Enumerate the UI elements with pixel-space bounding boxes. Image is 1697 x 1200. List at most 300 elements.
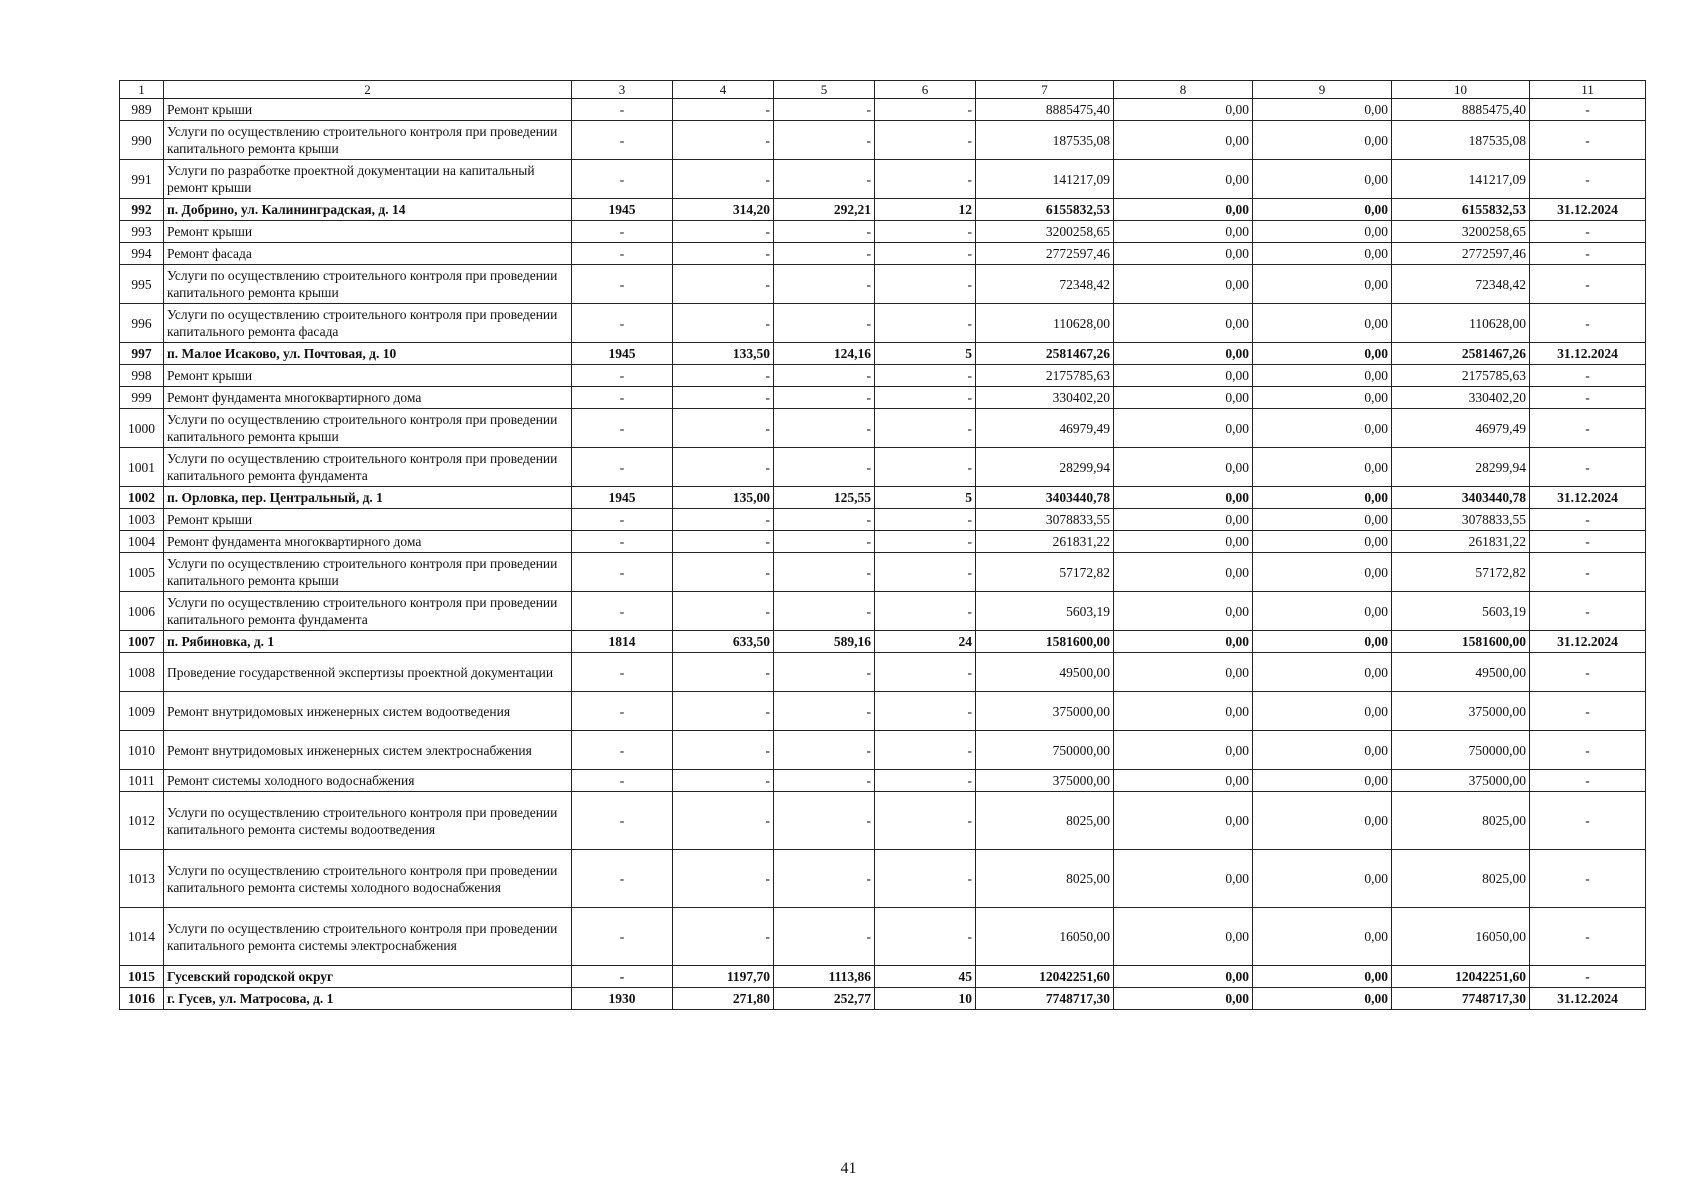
row-number-cell: 989 bbox=[120, 99, 164, 121]
owner-funds-cell: 2175785,63 bbox=[1392, 365, 1530, 387]
year-built-cell: - bbox=[572, 387, 673, 409]
owner-funds-cell: 57172,82 bbox=[1392, 553, 1530, 592]
table-row bbox=[120, 988, 1646, 1010]
table-row bbox=[120, 265, 1646, 304]
row-number-cell: 1008 bbox=[120, 653, 164, 692]
total-area-cell: 135,00 bbox=[673, 487, 774, 509]
federal-funds-cell: 0,00 bbox=[1114, 304, 1253, 343]
table-row bbox=[120, 121, 1646, 160]
owner-funds-cell: 72348,42 bbox=[1392, 265, 1530, 304]
row-number-cell: 1005 bbox=[120, 553, 164, 592]
column-header: 8 bbox=[1114, 81, 1253, 99]
total-area-cell: - bbox=[673, 792, 774, 850]
work-description-cell: Услуги по осуществлению строительного контроля при проведении капитального ремонта системы холодного водоснабжения bbox=[164, 850, 572, 908]
regional-funds-cell: 0,00 bbox=[1253, 487, 1392, 509]
work-description-cell: Услуги по осуществлению строительного контроля при проведении капитального ремонта системы водоотведения bbox=[164, 792, 572, 850]
total-area-cell: - bbox=[673, 265, 774, 304]
federal-funds-cell: 0,00 bbox=[1114, 121, 1253, 160]
work-description-cell: Ремонт системы холодного водоснабжения bbox=[164, 770, 572, 792]
column-header: 4 bbox=[673, 81, 774, 99]
regional-funds-cell: 0,00 bbox=[1253, 448, 1392, 487]
year-built-cell: - bbox=[572, 692, 673, 731]
work-description-cell: Услуги по осуществлению строительного контроля при проведении капитального ремонта крыши bbox=[164, 409, 572, 448]
total-area-cell: - bbox=[673, 304, 774, 343]
residents-count-cell: - bbox=[875, 792, 976, 850]
regional-funds-cell: 0,00 bbox=[1253, 160, 1392, 199]
living-area-cell: - bbox=[774, 365, 875, 387]
table-row bbox=[120, 221, 1646, 243]
header-row bbox=[120, 81, 1646, 99]
regional-funds-cell: 0,00 bbox=[1253, 199, 1392, 221]
column-header: 11 bbox=[1530, 81, 1646, 99]
table-row bbox=[120, 304, 1646, 343]
year-built-cell: - bbox=[572, 592, 673, 631]
total-cost-cell: 375000,00 bbox=[976, 692, 1114, 731]
total-area-cell: - bbox=[673, 531, 774, 553]
year-built-cell: - bbox=[572, 365, 673, 387]
completion-date-cell: 31.12.2024 bbox=[1530, 988, 1646, 1010]
regional-funds-cell: 0,00 bbox=[1253, 653, 1392, 692]
federal-funds-cell: 0,00 bbox=[1114, 850, 1253, 908]
owner-funds-cell: 110628,00 bbox=[1392, 304, 1530, 343]
total-cost-cell: 3200258,65 bbox=[976, 221, 1114, 243]
year-built-cell: - bbox=[572, 850, 673, 908]
living-area-cell: - bbox=[774, 731, 875, 770]
completion-date-cell: - bbox=[1530, 509, 1646, 531]
total-area-cell: 633,50 bbox=[673, 631, 774, 653]
row-number-cell: 1014 bbox=[120, 908, 164, 966]
federal-funds-cell: 0,00 bbox=[1114, 199, 1253, 221]
residents-count-cell: - bbox=[875, 160, 976, 199]
living-area-cell: - bbox=[774, 509, 875, 531]
owner-funds-cell: 49500,00 bbox=[1392, 653, 1530, 692]
federal-funds-cell: 0,00 bbox=[1114, 243, 1253, 265]
work-description-cell: Ремонт внутридомовых инженерных систем водоотведения bbox=[164, 692, 572, 731]
work-description-cell: Ремонт крыши bbox=[164, 221, 572, 243]
completion-date-cell: - bbox=[1530, 692, 1646, 731]
row-number-cell: 1006 bbox=[120, 592, 164, 631]
owner-funds-cell: 12042251,60 bbox=[1392, 966, 1530, 988]
work-description-cell: Услуги по осуществлению строительного контроля при проведении капитального ремонта крыши bbox=[164, 121, 572, 160]
total-cost-cell: 3403440,78 bbox=[976, 487, 1114, 509]
residents-count-cell: - bbox=[875, 121, 976, 160]
owner-funds-cell: 750000,00 bbox=[1392, 731, 1530, 770]
owner-funds-cell: 141217,09 bbox=[1392, 160, 1530, 199]
federal-funds-cell: 0,00 bbox=[1114, 509, 1253, 531]
total-cost-cell: 330402,20 bbox=[976, 387, 1114, 409]
completion-date-cell: - bbox=[1530, 448, 1646, 487]
regional-funds-cell: 0,00 bbox=[1253, 343, 1392, 365]
year-built-cell: - bbox=[572, 509, 673, 531]
residents-count-cell: - bbox=[875, 99, 976, 121]
row-number-cell: 1000 bbox=[120, 409, 164, 448]
year-built-cell: - bbox=[572, 553, 673, 592]
completion-date-cell: - bbox=[1530, 592, 1646, 631]
living-area-cell: - bbox=[774, 908, 875, 966]
completion-date-cell: - bbox=[1530, 850, 1646, 908]
table-row bbox=[120, 553, 1646, 592]
work-description-cell: Услуги по осуществлению строительного контроля при проведении капитального ремонта фасада bbox=[164, 304, 572, 343]
column-header: 9 bbox=[1253, 81, 1392, 99]
federal-funds-cell: 0,00 bbox=[1114, 221, 1253, 243]
table-row bbox=[120, 199, 1646, 221]
owner-funds-cell: 2581467,26 bbox=[1392, 343, 1530, 365]
residents-count-cell: 12 bbox=[875, 199, 976, 221]
completion-date-cell: - bbox=[1530, 792, 1646, 850]
table-row bbox=[120, 387, 1646, 409]
table-row bbox=[120, 448, 1646, 487]
residents-count-cell: - bbox=[875, 731, 976, 770]
federal-funds-cell: 0,00 bbox=[1114, 531, 1253, 553]
column-header: 1 bbox=[120, 81, 164, 99]
table-row bbox=[120, 99, 1646, 121]
owner-funds-cell: 330402,20 bbox=[1392, 387, 1530, 409]
federal-funds-cell: 0,00 bbox=[1114, 387, 1253, 409]
year-built-cell: - bbox=[572, 792, 673, 850]
living-area-cell: - bbox=[774, 304, 875, 343]
residents-count-cell: - bbox=[875, 531, 976, 553]
owner-funds-cell: 3200258,65 bbox=[1392, 221, 1530, 243]
total-cost-cell: 3078833,55 bbox=[976, 509, 1114, 531]
work-description-cell: Ремонт крыши bbox=[164, 99, 572, 121]
residents-count-cell: - bbox=[875, 850, 976, 908]
total-cost-cell: 16050,00 bbox=[976, 908, 1114, 966]
table-row bbox=[120, 509, 1646, 531]
residents-count-cell: - bbox=[875, 243, 976, 265]
column-header: 3 bbox=[572, 81, 673, 99]
year-built-cell: - bbox=[572, 304, 673, 343]
total-cost-cell: 141217,09 bbox=[976, 160, 1114, 199]
total-cost-cell: 187535,08 bbox=[976, 121, 1114, 160]
table-row bbox=[120, 160, 1646, 199]
federal-funds-cell: 0,00 bbox=[1114, 553, 1253, 592]
owner-funds-cell: 46979,49 bbox=[1392, 409, 1530, 448]
row-number-cell: 1016 bbox=[120, 988, 164, 1010]
row-number-cell: 997 bbox=[120, 343, 164, 365]
regional-funds-cell: 0,00 bbox=[1253, 509, 1392, 531]
table-row bbox=[120, 966, 1646, 988]
completion-date-cell: - bbox=[1530, 409, 1646, 448]
total-area-cell: 1197,70 bbox=[673, 966, 774, 988]
living-area-cell: - bbox=[774, 387, 875, 409]
federal-funds-cell: 0,00 bbox=[1114, 265, 1253, 304]
total-area-cell: - bbox=[673, 365, 774, 387]
owner-funds-cell: 1581600,00 bbox=[1392, 631, 1530, 653]
total-cost-cell: 57172,82 bbox=[976, 553, 1114, 592]
completion-date-cell: - bbox=[1530, 265, 1646, 304]
completion-date-cell: - bbox=[1530, 304, 1646, 343]
residents-count-cell: 45 bbox=[875, 966, 976, 988]
total-area-cell: - bbox=[673, 592, 774, 631]
table-row bbox=[120, 365, 1646, 387]
column-header: 7 bbox=[976, 81, 1114, 99]
owner-funds-cell: 261831,22 bbox=[1392, 531, 1530, 553]
residents-count-cell: - bbox=[875, 553, 976, 592]
completion-date-cell: - bbox=[1530, 770, 1646, 792]
completion-date-cell: - bbox=[1530, 99, 1646, 121]
regional-funds-cell: 0,00 bbox=[1253, 409, 1392, 448]
total-cost-cell: 2581467,26 bbox=[976, 343, 1114, 365]
total-area-cell: - bbox=[673, 509, 774, 531]
total-cost-cell: 6155832,53 bbox=[976, 199, 1114, 221]
residents-count-cell: - bbox=[875, 365, 976, 387]
living-area-cell: 125,55 bbox=[774, 487, 875, 509]
regional-funds-cell: 0,00 bbox=[1253, 908, 1392, 966]
total-area-cell: 133,50 bbox=[673, 343, 774, 365]
federal-funds-cell: 0,00 bbox=[1114, 988, 1253, 1010]
year-built-cell: - bbox=[572, 121, 673, 160]
total-area-cell: - bbox=[673, 908, 774, 966]
work-description-cell: п. Рябиновка, д. 1 bbox=[164, 631, 572, 653]
residents-count-cell: - bbox=[875, 304, 976, 343]
residents-count-cell: - bbox=[875, 409, 976, 448]
row-number-cell: 1009 bbox=[120, 692, 164, 731]
owner-funds-cell: 2772597,46 bbox=[1392, 243, 1530, 265]
work-description-cell: Услуги по осуществлению строительного контроля при проведении капитального ремонта фундамента bbox=[164, 448, 572, 487]
federal-funds-cell: 0,00 bbox=[1114, 966, 1253, 988]
total-cost-cell: 5603,19 bbox=[976, 592, 1114, 631]
living-area-cell: - bbox=[774, 850, 875, 908]
completion-date-cell: - bbox=[1530, 553, 1646, 592]
row-number-cell: 998 bbox=[120, 365, 164, 387]
living-area-cell: - bbox=[774, 265, 875, 304]
row-number-cell: 992 bbox=[120, 199, 164, 221]
owner-funds-cell: 3078833,55 bbox=[1392, 509, 1530, 531]
federal-funds-cell: 0,00 bbox=[1114, 592, 1253, 631]
owner-funds-cell: 375000,00 bbox=[1392, 692, 1530, 731]
row-number-cell: 1007 bbox=[120, 631, 164, 653]
owner-funds-cell: 7748717,30 bbox=[1392, 988, 1530, 1010]
residents-count-cell: 5 bbox=[875, 343, 976, 365]
year-built-cell: - bbox=[572, 966, 673, 988]
table-body bbox=[120, 81, 1646, 1010]
total-cost-cell: 375000,00 bbox=[976, 770, 1114, 792]
owner-funds-cell: 3403440,78 bbox=[1392, 487, 1530, 509]
total-cost-cell: 8885475,40 bbox=[976, 99, 1114, 121]
total-cost-cell: 8025,00 bbox=[976, 792, 1114, 850]
total-cost-cell: 750000,00 bbox=[976, 731, 1114, 770]
living-area-cell: 124,16 bbox=[774, 343, 875, 365]
row-number-cell: 1011 bbox=[120, 770, 164, 792]
work-description-cell: Гусевский городской округ bbox=[164, 966, 572, 988]
regional-funds-cell: 0,00 bbox=[1253, 988, 1392, 1010]
living-area-cell: - bbox=[774, 409, 875, 448]
living-area-cell: - bbox=[774, 692, 875, 731]
federal-funds-cell: 0,00 bbox=[1114, 99, 1253, 121]
row-number-cell: 991 bbox=[120, 160, 164, 199]
living-area-cell: - bbox=[774, 653, 875, 692]
regional-funds-cell: 0,00 bbox=[1253, 387, 1392, 409]
total-area-cell: - bbox=[673, 770, 774, 792]
total-area-cell: - bbox=[673, 448, 774, 487]
table-row bbox=[120, 731, 1646, 770]
work-description-cell: Ремонт фундамента многоквартирного дома bbox=[164, 531, 572, 553]
completion-date-cell: - bbox=[1530, 387, 1646, 409]
column-header: 10 bbox=[1392, 81, 1530, 99]
table-row bbox=[120, 792, 1646, 850]
total-cost-cell: 12042251,60 bbox=[976, 966, 1114, 988]
year-built-cell: - bbox=[572, 265, 673, 304]
federal-funds-cell: 0,00 bbox=[1114, 160, 1253, 199]
work-description-cell: Ремонт крыши bbox=[164, 509, 572, 531]
living-area-cell: - bbox=[774, 531, 875, 553]
regional-funds-cell: 0,00 bbox=[1253, 770, 1392, 792]
total-area-cell: - bbox=[673, 653, 774, 692]
residents-count-cell: - bbox=[875, 448, 976, 487]
total-cost-cell: 1581600,00 bbox=[976, 631, 1114, 653]
row-number-cell: 996 bbox=[120, 304, 164, 343]
regional-funds-cell: 0,00 bbox=[1253, 531, 1392, 553]
living-area-cell: 589,16 bbox=[774, 631, 875, 653]
row-number-cell: 1003 bbox=[120, 509, 164, 531]
owner-funds-cell: 28299,94 bbox=[1392, 448, 1530, 487]
year-built-cell: 1814 bbox=[572, 631, 673, 653]
page-number: 41 bbox=[840, 1160, 857, 1177]
year-built-cell: - bbox=[572, 221, 673, 243]
federal-funds-cell: 0,00 bbox=[1114, 365, 1253, 387]
living-area-cell: 252,77 bbox=[774, 988, 875, 1010]
residents-count-cell: - bbox=[875, 509, 976, 531]
total-cost-cell: 8025,00 bbox=[976, 850, 1114, 908]
federal-funds-cell: 0,00 bbox=[1114, 631, 1253, 653]
completion-date-cell: - bbox=[1530, 731, 1646, 770]
total-cost-cell: 2175785,63 bbox=[976, 365, 1114, 387]
work-description-cell: Ремонт крыши bbox=[164, 365, 572, 387]
regional-funds-cell: 0,00 bbox=[1253, 243, 1392, 265]
total-area-cell: - bbox=[673, 160, 774, 199]
total-area-cell: - bbox=[673, 99, 774, 121]
residents-count-cell: - bbox=[875, 221, 976, 243]
federal-funds-cell: 0,00 bbox=[1114, 908, 1253, 966]
table-row bbox=[120, 692, 1646, 731]
table-row bbox=[120, 653, 1646, 692]
residents-count-cell: - bbox=[875, 692, 976, 731]
capital-repair-table bbox=[119, 80, 1646, 1010]
year-built-cell: 1945 bbox=[572, 487, 673, 509]
completion-date-cell: - bbox=[1530, 121, 1646, 160]
completion-date-cell: - bbox=[1530, 531, 1646, 553]
work-description-cell: Услуги по осуществлению строительного контроля при проведении капитального ремонта фундамента bbox=[164, 592, 572, 631]
total-area-cell: - bbox=[673, 409, 774, 448]
residents-count-cell: 5 bbox=[875, 487, 976, 509]
federal-funds-cell: 0,00 bbox=[1114, 487, 1253, 509]
total-cost-cell: 7748717,30 bbox=[976, 988, 1114, 1010]
federal-funds-cell: 0,00 bbox=[1114, 343, 1253, 365]
row-number-cell: 1015 bbox=[120, 966, 164, 988]
year-built-cell: - bbox=[572, 653, 673, 692]
living-area-cell: - bbox=[774, 770, 875, 792]
row-number-cell: 999 bbox=[120, 387, 164, 409]
total-area-cell: - bbox=[673, 850, 774, 908]
table-row bbox=[120, 243, 1646, 265]
federal-funds-cell: 0,00 bbox=[1114, 792, 1253, 850]
regional-funds-cell: 0,00 bbox=[1253, 592, 1392, 631]
residents-count-cell: - bbox=[875, 653, 976, 692]
owner-funds-cell: 5603,19 bbox=[1392, 592, 1530, 631]
living-area-cell: - bbox=[774, 160, 875, 199]
year-built-cell: - bbox=[572, 448, 673, 487]
regional-funds-cell: 0,00 bbox=[1253, 731, 1392, 770]
work-description-cell: п. Орловка, пер. Центральный, д. 1 bbox=[164, 487, 572, 509]
year-built-cell: - bbox=[572, 531, 673, 553]
year-built-cell: - bbox=[572, 908, 673, 966]
total-cost-cell: 2772597,46 bbox=[976, 243, 1114, 265]
row-number-cell: 995 bbox=[120, 265, 164, 304]
owner-funds-cell: 8025,00 bbox=[1392, 850, 1530, 908]
living-area-cell: - bbox=[774, 592, 875, 631]
completion-date-cell: - bbox=[1530, 160, 1646, 199]
column-header: 2 bbox=[164, 81, 572, 99]
work-description-cell: Проведение государственной экспертизы проектной документации bbox=[164, 653, 572, 692]
year-built-cell: - bbox=[572, 731, 673, 770]
federal-funds-cell: 0,00 bbox=[1114, 770, 1253, 792]
completion-date-cell: 31.12.2024 bbox=[1530, 631, 1646, 653]
residents-count-cell: - bbox=[875, 592, 976, 631]
row-number-cell: 1010 bbox=[120, 731, 164, 770]
regional-funds-cell: 0,00 bbox=[1253, 792, 1392, 850]
completion-date-cell: - bbox=[1530, 221, 1646, 243]
regional-funds-cell: 0,00 bbox=[1253, 692, 1392, 731]
year-built-cell: - bbox=[572, 409, 673, 448]
regional-funds-cell: 0,00 bbox=[1253, 99, 1392, 121]
living-area-cell: - bbox=[774, 553, 875, 592]
residents-count-cell: - bbox=[875, 265, 976, 304]
column-header: 5 bbox=[774, 81, 875, 99]
living-area-cell: 1113,86 bbox=[774, 966, 875, 988]
living-area-cell: 292,21 bbox=[774, 199, 875, 221]
regional-funds-cell: 0,00 bbox=[1253, 304, 1392, 343]
row-number-cell: 1004 bbox=[120, 531, 164, 553]
completion-date-cell: - bbox=[1530, 243, 1646, 265]
column-header: 6 bbox=[875, 81, 976, 99]
table-row bbox=[120, 908, 1646, 966]
total-area-cell: - bbox=[673, 243, 774, 265]
completion-date-cell: 31.12.2024 bbox=[1530, 199, 1646, 221]
table-row bbox=[120, 343, 1646, 365]
residents-count-cell: - bbox=[875, 387, 976, 409]
table-row bbox=[120, 770, 1646, 792]
row-number-cell: 1012 bbox=[120, 792, 164, 850]
federal-funds-cell: 0,00 bbox=[1114, 409, 1253, 448]
work-description-cell: г. Гусев, ул. Матросова, д. 1 bbox=[164, 988, 572, 1010]
living-area-cell: - bbox=[774, 448, 875, 487]
residents-count-cell: - bbox=[875, 770, 976, 792]
work-description-cell: Услуги по разработке проектной документации на капитальный ремонт крыши bbox=[164, 160, 572, 199]
year-built-cell: - bbox=[572, 770, 673, 792]
owner-funds-cell: 16050,00 bbox=[1392, 908, 1530, 966]
regional-funds-cell: 0,00 bbox=[1253, 365, 1392, 387]
owner-funds-cell: 8885475,40 bbox=[1392, 99, 1530, 121]
owner-funds-cell: 6155832,53 bbox=[1392, 199, 1530, 221]
completion-date-cell: - bbox=[1530, 653, 1646, 692]
total-area-cell: 314,20 bbox=[673, 199, 774, 221]
regional-funds-cell: 0,00 bbox=[1253, 553, 1392, 592]
table-row bbox=[120, 631, 1646, 653]
federal-funds-cell: 0,00 bbox=[1114, 692, 1253, 731]
work-description-cell: п. Малое Исаково, ул. Почтовая, д. 10 bbox=[164, 343, 572, 365]
work-description-cell: Услуги по осуществлению строительного контроля при проведении капитального ремонта системы электроснабжения bbox=[164, 908, 572, 966]
regional-funds-cell: 0,00 bbox=[1253, 121, 1392, 160]
row-number-cell: 1001 bbox=[120, 448, 164, 487]
residents-count-cell: 24 bbox=[875, 631, 976, 653]
table-row bbox=[120, 531, 1646, 553]
work-description-cell: Ремонт внутридомовых инженерных систем электроснабжения bbox=[164, 731, 572, 770]
total-cost-cell: 49500,00 bbox=[976, 653, 1114, 692]
total-area-cell: - bbox=[673, 553, 774, 592]
row-number-cell: 1013 bbox=[120, 850, 164, 908]
total-cost-cell: 28299,94 bbox=[976, 448, 1114, 487]
owner-funds-cell: 375000,00 bbox=[1392, 770, 1530, 792]
